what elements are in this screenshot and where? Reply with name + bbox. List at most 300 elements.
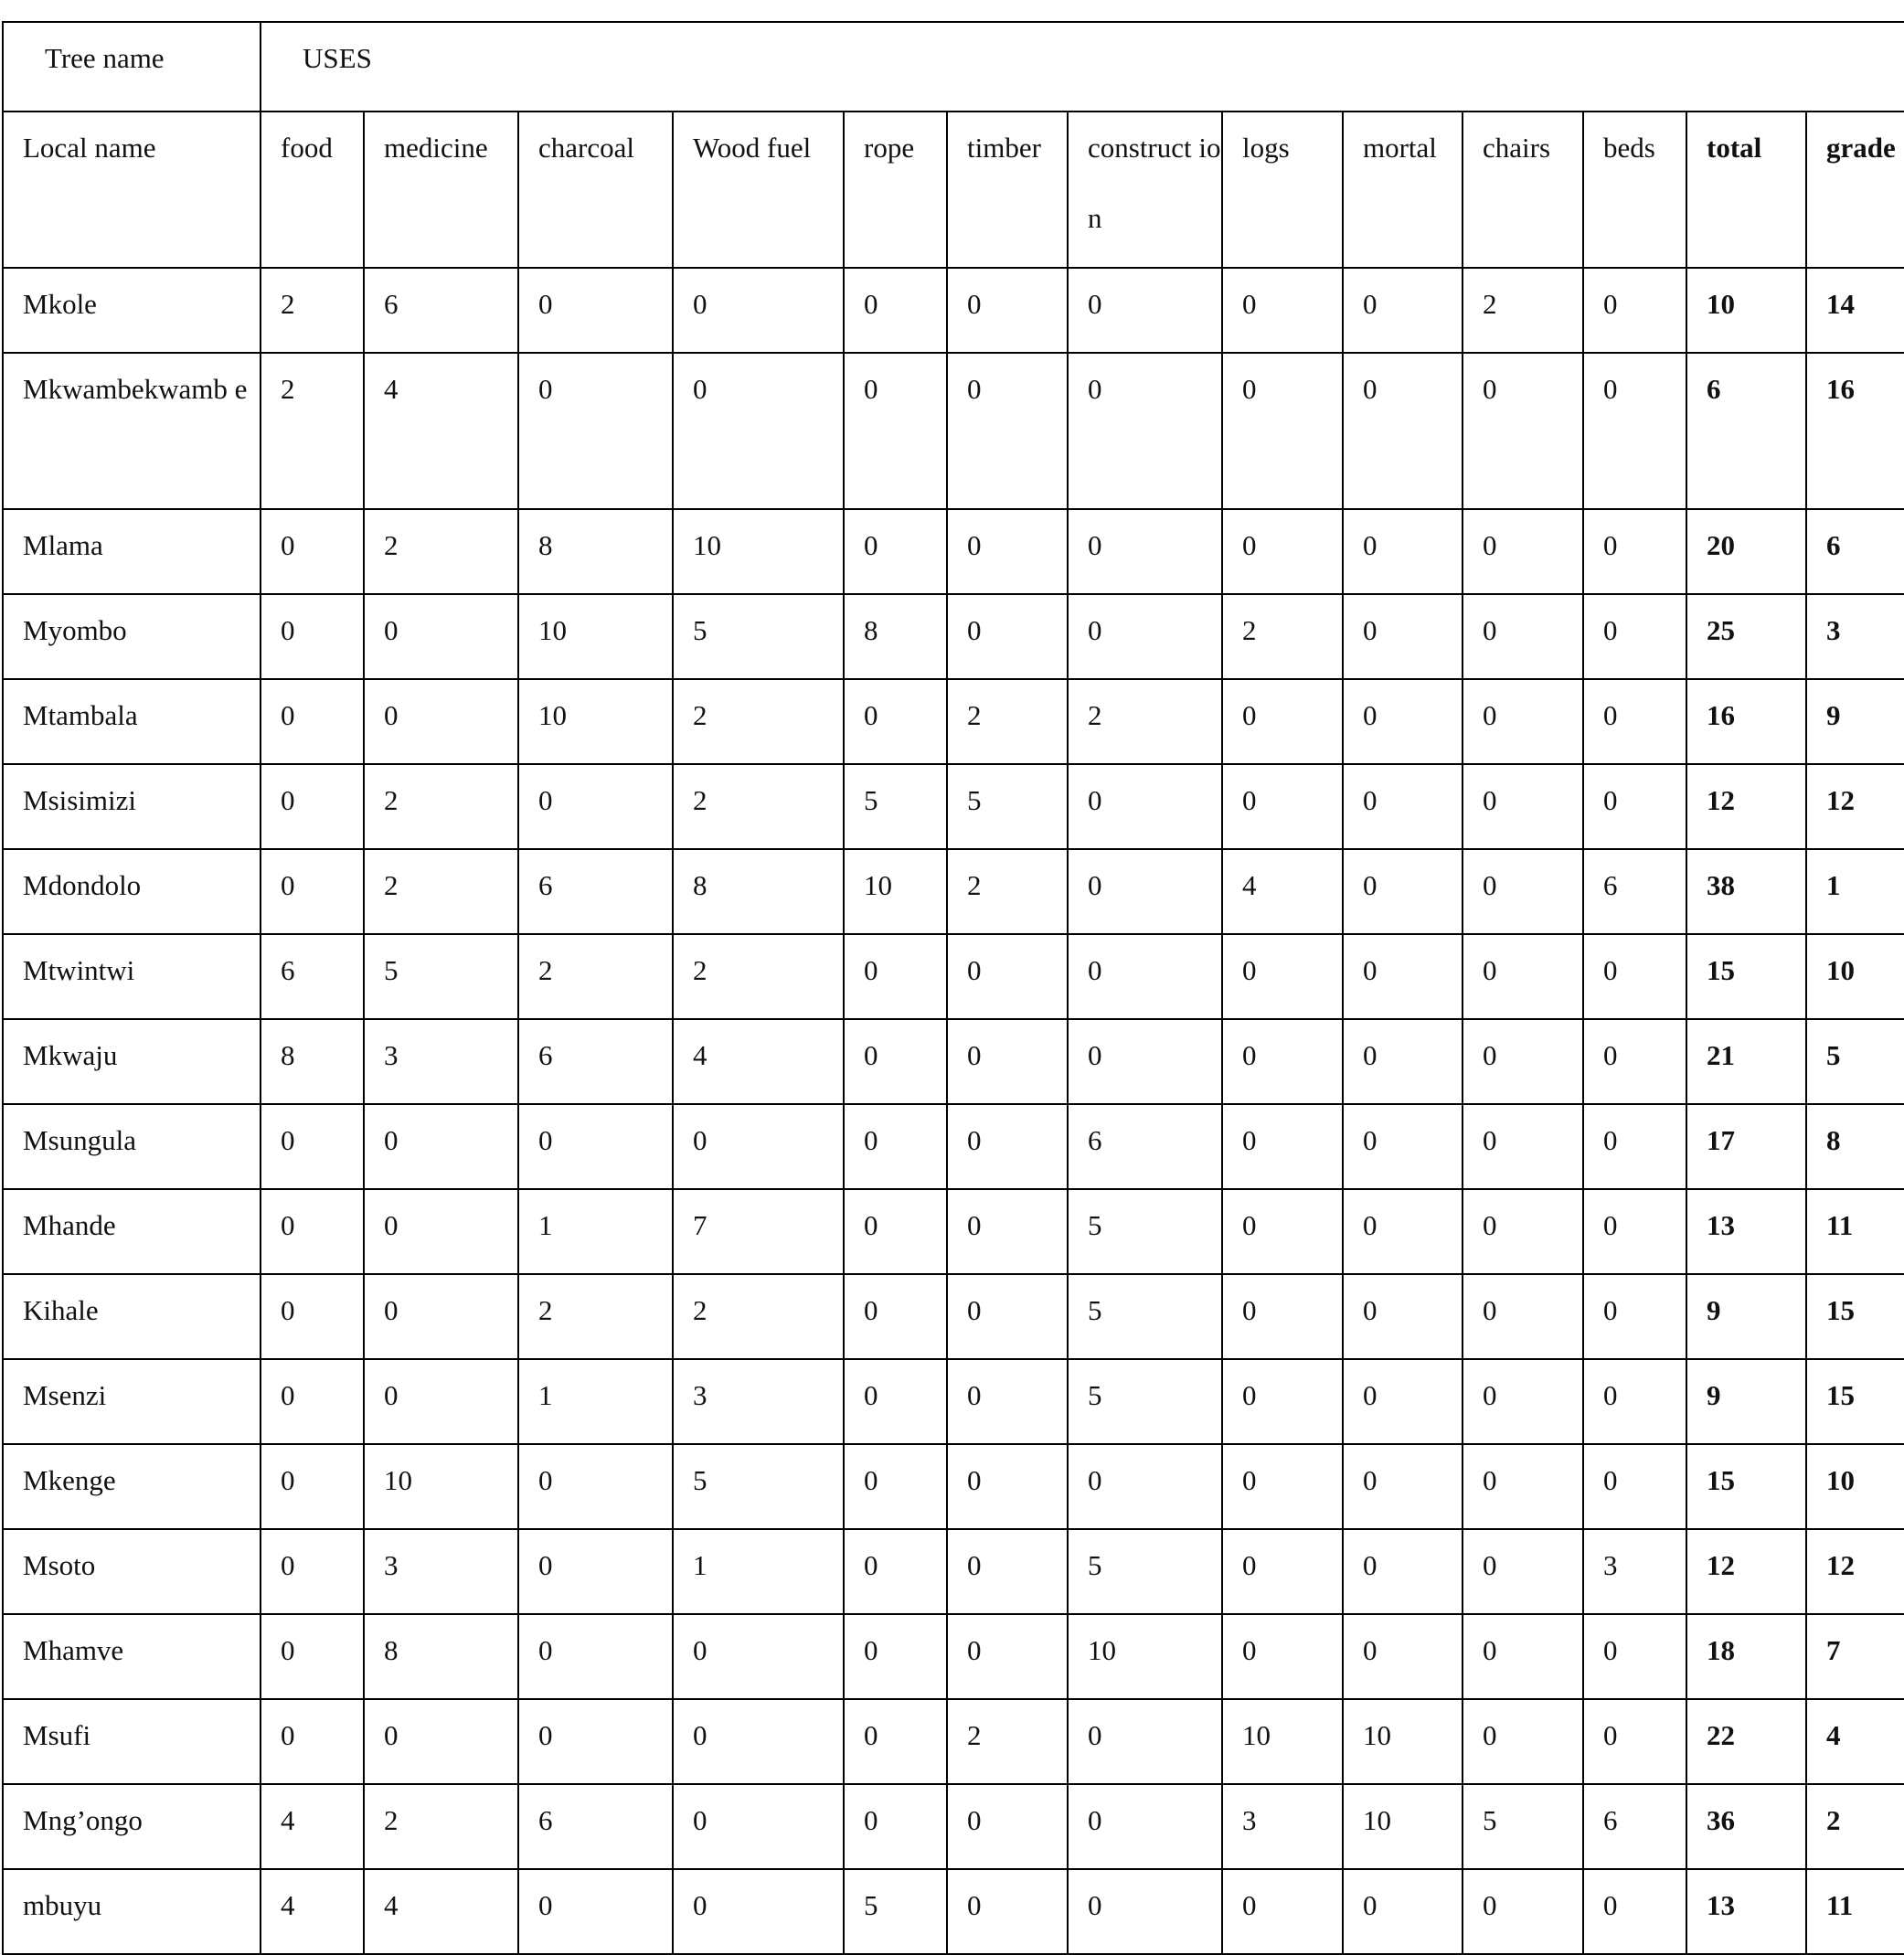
value-cell-grade: 3 bbox=[1806, 594, 1904, 679]
value-cell-medicine: 4 bbox=[364, 1869, 518, 1954]
value-cell-timber: 0 bbox=[947, 1444, 1068, 1529]
value-cell-timber: 0 bbox=[947, 1274, 1068, 1359]
value-cell-beds: 0 bbox=[1583, 509, 1686, 594]
value-cell-chairs: 0 bbox=[1463, 1529, 1583, 1614]
column-header-medicine: medicine bbox=[364, 112, 518, 268]
value-cell-food: 0 bbox=[261, 1104, 364, 1189]
value-cell-medicine: 3 bbox=[364, 1529, 518, 1614]
value-cell-charcoal: 10 bbox=[518, 679, 673, 764]
value-cell-rope: 8 bbox=[844, 594, 947, 679]
value-cell-grade: 5 bbox=[1806, 1019, 1904, 1104]
value-cell-food: 0 bbox=[261, 849, 364, 934]
value-cell-logs: 0 bbox=[1222, 764, 1343, 849]
value-cell-charcoal: 0 bbox=[518, 1614, 673, 1699]
value-cell-medicine: 4 bbox=[364, 353, 518, 509]
value-cell-logs: 0 bbox=[1222, 1869, 1343, 1954]
value-cell-beds: 6 bbox=[1583, 849, 1686, 934]
value-cell-food: 0 bbox=[261, 1274, 364, 1359]
value-cell-timber: 0 bbox=[947, 1614, 1068, 1699]
value-cell-timber: 0 bbox=[947, 268, 1068, 353]
value-cell-medicine: 2 bbox=[364, 509, 518, 594]
value-cell-chairs: 5 bbox=[1463, 1784, 1583, 1869]
value-cell-construct-ion: 0 bbox=[1068, 509, 1222, 594]
value-cell-charcoal: 0 bbox=[518, 1699, 673, 1784]
value-cell-total: 13 bbox=[1686, 1189, 1806, 1274]
table-row bbox=[3, 679, 1904, 764]
value-cell-timber: 0 bbox=[947, 1869, 1068, 1954]
uses-header: USES bbox=[261, 22, 1904, 112]
table-row bbox=[3, 1699, 1904, 1784]
tree-local-name-cell: Mkole bbox=[3, 268, 261, 353]
tree-local-name-cell: Msisimizi bbox=[3, 764, 261, 849]
value-cell-construct-ion: 0 bbox=[1068, 1444, 1222, 1529]
value-cell-medicine: 0 bbox=[364, 1699, 518, 1784]
value-cell-grade: 11 bbox=[1806, 1869, 1904, 1954]
value-cell-logs: 4 bbox=[1222, 849, 1343, 934]
tree-local-name-cell: mbuyu bbox=[3, 1869, 261, 1954]
value-cell-grade: 10 bbox=[1806, 934, 1904, 1019]
value-cell-beds: 0 bbox=[1583, 594, 1686, 679]
value-cell-rope: 10 bbox=[844, 849, 947, 934]
table-row bbox=[3, 268, 1904, 353]
value-cell-rope: 5 bbox=[844, 1869, 947, 1954]
value-cell-medicine: 3 bbox=[364, 1019, 518, 1104]
tree-local-name-cell: Kihale bbox=[3, 1274, 261, 1359]
table-body bbox=[3, 22, 1904, 1954]
value-cell-chairs: 0 bbox=[1463, 1614, 1583, 1699]
value-cell-total: 15 bbox=[1686, 1444, 1806, 1529]
value-cell-chairs: 0 bbox=[1463, 764, 1583, 849]
value-cell-wood-fuel: 0 bbox=[673, 1614, 844, 1699]
value-cell-grade: 1 bbox=[1806, 849, 1904, 934]
value-cell-mortal: 0 bbox=[1343, 1614, 1463, 1699]
value-cell-medicine: 0 bbox=[364, 1274, 518, 1359]
value-cell-logs: 0 bbox=[1222, 1189, 1343, 1274]
value-cell-timber: 0 bbox=[947, 934, 1068, 1019]
value-cell-grade: 7 bbox=[1806, 1614, 1904, 1699]
value-cell-medicine: 0 bbox=[364, 1359, 518, 1444]
value-cell-grade: 8 bbox=[1806, 1104, 1904, 1189]
value-cell-logs: 0 bbox=[1222, 1614, 1343, 1699]
value-cell-timber: 0 bbox=[947, 353, 1068, 509]
table-row bbox=[3, 1104, 1904, 1189]
value-cell-mortal: 0 bbox=[1343, 849, 1463, 934]
tree-local-name-cell: Mkenge bbox=[3, 1444, 261, 1529]
value-cell-logs: 0 bbox=[1222, 934, 1343, 1019]
value-cell-rope: 0 bbox=[844, 1784, 947, 1869]
value-cell-total: 6 bbox=[1686, 353, 1806, 509]
column-header-mortal: mortal bbox=[1343, 112, 1463, 268]
value-cell-wood-fuel: 2 bbox=[673, 1274, 844, 1359]
value-cell-beds: 0 bbox=[1583, 679, 1686, 764]
value-cell-rope: 0 bbox=[844, 934, 947, 1019]
value-cell-charcoal: 6 bbox=[518, 849, 673, 934]
value-cell-rope: 0 bbox=[844, 509, 947, 594]
value-cell-grade: 16 bbox=[1806, 353, 1904, 509]
table-row bbox=[3, 1019, 1904, 1104]
tree-local-name-cell: Mkwaju bbox=[3, 1019, 261, 1104]
value-cell-timber: 0 bbox=[947, 1359, 1068, 1444]
table-row bbox=[3, 1444, 1904, 1529]
value-cell-grade: 11 bbox=[1806, 1189, 1904, 1274]
value-cell-mortal: 0 bbox=[1343, 764, 1463, 849]
value-cell-charcoal: 0 bbox=[518, 764, 673, 849]
value-cell-total: 21 bbox=[1686, 1019, 1806, 1104]
value-cell-timber: 0 bbox=[947, 1019, 1068, 1104]
value-cell-logs: 0 bbox=[1222, 1019, 1343, 1104]
value-cell-rope: 0 bbox=[844, 1189, 947, 1274]
value-cell-medicine: 10 bbox=[364, 1444, 518, 1529]
value-cell-grade: 6 bbox=[1806, 509, 1904, 594]
value-cell-rope: 0 bbox=[844, 268, 947, 353]
column-header-rope: rope bbox=[844, 112, 947, 268]
value-cell-wood-fuel: 2 bbox=[673, 679, 844, 764]
value-cell-food: 0 bbox=[261, 1699, 364, 1784]
value-cell-food: 0 bbox=[261, 1614, 364, 1699]
value-cell-timber: 0 bbox=[947, 1189, 1068, 1274]
value-cell-timber: 0 bbox=[947, 594, 1068, 679]
value-cell-construct-ion: 0 bbox=[1068, 764, 1222, 849]
value-cell-food: 0 bbox=[261, 764, 364, 849]
value-cell-charcoal: 1 bbox=[518, 1189, 673, 1274]
value-cell-wood-fuel: 0 bbox=[673, 268, 844, 353]
value-cell-total: 12 bbox=[1686, 1529, 1806, 1614]
value-cell-chairs: 0 bbox=[1463, 509, 1583, 594]
value-cell-total: 10 bbox=[1686, 268, 1806, 353]
value-cell-food: 0 bbox=[261, 679, 364, 764]
value-cell-charcoal: 0 bbox=[518, 1444, 673, 1529]
value-cell-medicine: 2 bbox=[364, 1784, 518, 1869]
value-cell-mortal: 0 bbox=[1343, 353, 1463, 509]
value-cell-mortal: 10 bbox=[1343, 1784, 1463, 1869]
value-cell-mortal: 0 bbox=[1343, 1189, 1463, 1274]
column-header-charcoal: charcoal bbox=[518, 112, 673, 268]
value-cell-charcoal: 1 bbox=[518, 1359, 673, 1444]
value-cell-food: 0 bbox=[261, 1529, 364, 1614]
column-header-total: total bbox=[1686, 112, 1806, 268]
value-cell-total: 25 bbox=[1686, 594, 1806, 679]
value-cell-logs: 0 bbox=[1222, 679, 1343, 764]
value-cell-mortal: 0 bbox=[1343, 1019, 1463, 1104]
value-cell-rope: 5 bbox=[844, 764, 947, 849]
value-cell-food: 4 bbox=[261, 1784, 364, 1869]
column-header-wood-fuel: Wood fuel bbox=[673, 112, 844, 268]
value-cell-total: 13 bbox=[1686, 1869, 1806, 1954]
value-cell-total: 12 bbox=[1686, 764, 1806, 849]
value-cell-beds: 0 bbox=[1583, 1019, 1686, 1104]
value-cell-rope: 0 bbox=[844, 1444, 947, 1529]
value-cell-medicine: 2 bbox=[364, 764, 518, 849]
value-cell-total: 15 bbox=[1686, 934, 1806, 1019]
table-row bbox=[3, 849, 1904, 934]
value-cell-chairs: 0 bbox=[1463, 934, 1583, 1019]
value-cell-construct-ion: 0 bbox=[1068, 1699, 1222, 1784]
value-cell-construct-ion: 0 bbox=[1068, 268, 1222, 353]
table-row bbox=[3, 1529, 1904, 1614]
tree-local-name-cell: Mhamve bbox=[3, 1614, 261, 1699]
tree-local-name-cell: Msungula bbox=[3, 1104, 261, 1189]
value-cell-total: 9 bbox=[1686, 1359, 1806, 1444]
tree-name-header: Tree name bbox=[3, 22, 261, 112]
value-cell-charcoal: 0 bbox=[518, 1529, 673, 1614]
table-row bbox=[3, 1359, 1904, 1444]
value-cell-construct-ion: 0 bbox=[1068, 594, 1222, 679]
value-cell-medicine: 8 bbox=[364, 1614, 518, 1699]
value-cell-chairs: 0 bbox=[1463, 1104, 1583, 1189]
value-cell-beds: 0 bbox=[1583, 353, 1686, 509]
value-cell-timber: 0 bbox=[947, 1104, 1068, 1189]
value-cell-total: 22 bbox=[1686, 1699, 1806, 1784]
value-cell-chairs: 0 bbox=[1463, 1019, 1583, 1104]
value-cell-total: 20 bbox=[1686, 509, 1806, 594]
value-cell-construct-ion: 5 bbox=[1068, 1529, 1222, 1614]
value-cell-chairs: 0 bbox=[1463, 679, 1583, 764]
value-cell-wood-fuel: 0 bbox=[673, 1699, 844, 1784]
value-cell-grade: 12 bbox=[1806, 1529, 1904, 1614]
tree-local-name-cell: Mtambala bbox=[3, 679, 261, 764]
value-cell-chairs: 0 bbox=[1463, 353, 1583, 509]
value-cell-mortal: 0 bbox=[1343, 1104, 1463, 1189]
value-cell-beds: 0 bbox=[1583, 934, 1686, 1019]
value-cell-charcoal: 6 bbox=[518, 1784, 673, 1869]
value-cell-wood-fuel: 4 bbox=[673, 1019, 844, 1104]
value-cell-construct-ion: 0 bbox=[1068, 1784, 1222, 1869]
value-cell-total: 17 bbox=[1686, 1104, 1806, 1189]
value-cell-rope: 0 bbox=[844, 679, 947, 764]
value-cell-logs: 0 bbox=[1222, 1529, 1343, 1614]
table-top-header-row bbox=[3, 22, 1904, 112]
value-cell-beds: 0 bbox=[1583, 1699, 1686, 1784]
value-cell-mortal: 0 bbox=[1343, 934, 1463, 1019]
column-header-logs: logs bbox=[1222, 112, 1343, 268]
value-cell-wood-fuel: 10 bbox=[673, 509, 844, 594]
value-cell-mortal: 10 bbox=[1343, 1699, 1463, 1784]
tree-local-name-cell: Mhande bbox=[3, 1189, 261, 1274]
value-cell-beds: 0 bbox=[1583, 268, 1686, 353]
value-cell-rope: 0 bbox=[844, 1359, 947, 1444]
value-cell-food: 2 bbox=[261, 353, 364, 509]
value-cell-construct-ion: 2 bbox=[1068, 679, 1222, 764]
value-cell-timber: 0 bbox=[947, 1529, 1068, 1614]
value-cell-logs: 0 bbox=[1222, 509, 1343, 594]
value-cell-construct-ion: 0 bbox=[1068, 849, 1222, 934]
value-cell-grade: 9 bbox=[1806, 679, 1904, 764]
value-cell-construct-ion: 5 bbox=[1068, 1359, 1222, 1444]
table-row bbox=[3, 1274, 1904, 1359]
value-cell-wood-fuel: 0 bbox=[673, 1104, 844, 1189]
value-cell-timber: 5 bbox=[947, 764, 1068, 849]
value-cell-construct-ion: 5 bbox=[1068, 1274, 1222, 1359]
value-cell-charcoal: 0 bbox=[518, 1869, 673, 1954]
column-header-chairs: chairs bbox=[1463, 112, 1583, 268]
value-cell-food: 0 bbox=[261, 1359, 364, 1444]
value-cell-rope: 0 bbox=[844, 353, 947, 509]
tree-local-name-cell: Msoto bbox=[3, 1529, 261, 1614]
value-cell-chairs: 0 bbox=[1463, 1359, 1583, 1444]
value-cell-wood-fuel: 2 bbox=[673, 764, 844, 849]
value-cell-chairs: 2 bbox=[1463, 268, 1583, 353]
value-cell-rope: 0 bbox=[844, 1104, 947, 1189]
value-cell-chairs: 0 bbox=[1463, 1189, 1583, 1274]
tree-uses-table bbox=[2, 21, 1904, 1955]
value-cell-food: 0 bbox=[261, 594, 364, 679]
value-cell-medicine: 0 bbox=[364, 594, 518, 679]
value-cell-wood-fuel: 0 bbox=[673, 353, 844, 509]
value-cell-logs: 0 bbox=[1222, 1104, 1343, 1189]
value-cell-mortal: 0 bbox=[1343, 1359, 1463, 1444]
tree-local-name-cell: Mlama bbox=[3, 509, 261, 594]
value-cell-charcoal: 0 bbox=[518, 1104, 673, 1189]
value-cell-logs: 0 bbox=[1222, 268, 1343, 353]
value-cell-charcoal: 2 bbox=[518, 1274, 673, 1359]
value-cell-mortal: 0 bbox=[1343, 268, 1463, 353]
value-cell-total: 16 bbox=[1686, 679, 1806, 764]
value-cell-medicine: 0 bbox=[364, 679, 518, 764]
value-cell-timber: 2 bbox=[947, 849, 1068, 934]
value-cell-logs: 0 bbox=[1222, 1359, 1343, 1444]
value-cell-grade: 2 bbox=[1806, 1784, 1904, 1869]
value-cell-medicine: 5 bbox=[364, 934, 518, 1019]
value-cell-logs: 3 bbox=[1222, 1784, 1343, 1869]
value-cell-beds: 0 bbox=[1583, 764, 1686, 849]
value-cell-wood-fuel: 2 bbox=[673, 934, 844, 1019]
value-cell-chairs: 0 bbox=[1463, 594, 1583, 679]
value-cell-total: 38 bbox=[1686, 849, 1806, 934]
value-cell-medicine: 6 bbox=[364, 268, 518, 353]
value-cell-grade: 15 bbox=[1806, 1359, 1904, 1444]
table-row bbox=[3, 1614, 1904, 1699]
value-cell-wood-fuel: 0 bbox=[673, 1869, 844, 1954]
value-cell-food: 0 bbox=[261, 509, 364, 594]
value-cell-wood-fuel: 1 bbox=[673, 1529, 844, 1614]
value-cell-logs: 2 bbox=[1222, 594, 1343, 679]
value-cell-grade: 10 bbox=[1806, 1444, 1904, 1529]
value-cell-total: 18 bbox=[1686, 1614, 1806, 1699]
value-cell-construct-ion: 0 bbox=[1068, 934, 1222, 1019]
value-cell-wood-fuel: 7 bbox=[673, 1189, 844, 1274]
column-header-grade: grade bbox=[1806, 112, 1904, 268]
value-cell-construct-ion: 5 bbox=[1068, 1189, 1222, 1274]
value-cell-logs: 10 bbox=[1222, 1699, 1343, 1784]
value-cell-construct-ion: 10 bbox=[1068, 1614, 1222, 1699]
tree-local-name-cell: Msufi bbox=[3, 1699, 261, 1784]
value-cell-charcoal: 0 bbox=[518, 268, 673, 353]
table-row bbox=[3, 353, 1904, 509]
value-cell-chairs: 0 bbox=[1463, 1699, 1583, 1784]
value-cell-medicine: 0 bbox=[364, 1189, 518, 1274]
value-cell-beds: 0 bbox=[1583, 1614, 1686, 1699]
value-cell-timber: 0 bbox=[947, 1784, 1068, 1869]
value-cell-beds: 6 bbox=[1583, 1784, 1686, 1869]
table-row bbox=[3, 1189, 1904, 1274]
value-cell-charcoal: 6 bbox=[518, 1019, 673, 1104]
value-cell-chairs: 0 bbox=[1463, 1869, 1583, 1954]
value-cell-timber: 2 bbox=[947, 679, 1068, 764]
table-row bbox=[3, 509, 1904, 594]
value-cell-grade: 4 bbox=[1806, 1699, 1904, 1784]
value-cell-logs: 0 bbox=[1222, 353, 1343, 509]
value-cell-total: 9 bbox=[1686, 1274, 1806, 1359]
value-cell-timber: 2 bbox=[947, 1699, 1068, 1784]
value-cell-food: 2 bbox=[261, 268, 364, 353]
value-cell-mortal: 0 bbox=[1343, 1869, 1463, 1954]
column-header-food: food bbox=[261, 112, 364, 268]
column-header-timber: timber bbox=[947, 112, 1068, 268]
value-cell-mortal: 0 bbox=[1343, 594, 1463, 679]
table-row bbox=[3, 764, 1904, 849]
value-cell-logs: 0 bbox=[1222, 1444, 1343, 1529]
value-cell-grade: 12 bbox=[1806, 764, 1904, 849]
value-cell-charcoal: 8 bbox=[518, 509, 673, 594]
tree-local-name-cell: Mng’ongo bbox=[3, 1784, 261, 1869]
value-cell-wood-fuel: 3 bbox=[673, 1359, 844, 1444]
value-cell-construct-ion: 6 bbox=[1068, 1104, 1222, 1189]
value-cell-construct-ion: 0 bbox=[1068, 1019, 1222, 1104]
table-row bbox=[3, 594, 1904, 679]
value-cell-food: 0 bbox=[261, 1444, 364, 1529]
value-cell-mortal: 0 bbox=[1343, 509, 1463, 594]
value-cell-chairs: 0 bbox=[1463, 1274, 1583, 1359]
value-cell-rope: 0 bbox=[844, 1614, 947, 1699]
tree-local-name-cell: Mkwambekwamb e bbox=[3, 353, 261, 509]
value-cell-wood-fuel: 0 bbox=[673, 1784, 844, 1869]
tree-local-name-cell: Mdondolo bbox=[3, 849, 261, 934]
value-cell-charcoal: 10 bbox=[518, 594, 673, 679]
value-cell-mortal: 0 bbox=[1343, 679, 1463, 764]
value-cell-rope: 0 bbox=[844, 1019, 947, 1104]
value-cell-wood-fuel: 8 bbox=[673, 849, 844, 934]
value-cell-charcoal: 2 bbox=[518, 934, 673, 1019]
tree-local-name-cell: Msenzi bbox=[3, 1359, 261, 1444]
value-cell-mortal: 0 bbox=[1343, 1444, 1463, 1529]
value-cell-grade: 15 bbox=[1806, 1274, 1904, 1359]
value-cell-construct-ion: 0 bbox=[1068, 353, 1222, 509]
value-cell-medicine: 2 bbox=[364, 849, 518, 934]
value-cell-beds: 0 bbox=[1583, 1104, 1686, 1189]
tree-local-name-cell: Myombo bbox=[3, 594, 261, 679]
column-header-beds: beds bbox=[1583, 112, 1686, 268]
value-cell-medicine: 0 bbox=[364, 1104, 518, 1189]
value-cell-beds: 0 bbox=[1583, 1189, 1686, 1274]
value-cell-beds: 3 bbox=[1583, 1529, 1686, 1614]
value-cell-rope: 0 bbox=[844, 1274, 947, 1359]
column-header-local-name: Local name bbox=[3, 112, 261, 268]
value-cell-charcoal: 0 bbox=[518, 353, 673, 509]
value-cell-beds: 0 bbox=[1583, 1444, 1686, 1529]
value-cell-mortal: 0 bbox=[1343, 1529, 1463, 1614]
value-cell-grade: 14 bbox=[1806, 268, 1904, 353]
value-cell-wood-fuel: 5 bbox=[673, 1444, 844, 1529]
value-cell-rope: 0 bbox=[844, 1529, 947, 1614]
column-header-construct-ion: construct ion bbox=[1068, 112, 1222, 268]
table-row bbox=[3, 1869, 1904, 1954]
value-cell-chairs: 0 bbox=[1463, 1444, 1583, 1529]
table-row bbox=[3, 934, 1904, 1019]
value-cell-mortal: 0 bbox=[1343, 1274, 1463, 1359]
value-cell-rope: 0 bbox=[844, 1699, 947, 1784]
value-cell-food: 0 bbox=[261, 1189, 364, 1274]
value-cell-beds: 0 bbox=[1583, 1869, 1686, 1954]
column-header-row bbox=[3, 112, 1904, 268]
value-cell-food: 8 bbox=[261, 1019, 364, 1104]
tree-local-name-cell: Mtwintwi bbox=[3, 934, 261, 1019]
value-cell-wood-fuel: 5 bbox=[673, 594, 844, 679]
value-cell-timber: 0 bbox=[947, 509, 1068, 594]
value-cell-chairs: 0 bbox=[1463, 849, 1583, 934]
value-cell-food: 6 bbox=[261, 934, 364, 1019]
value-cell-logs: 0 bbox=[1222, 1274, 1343, 1359]
value-cell-beds: 0 bbox=[1583, 1274, 1686, 1359]
